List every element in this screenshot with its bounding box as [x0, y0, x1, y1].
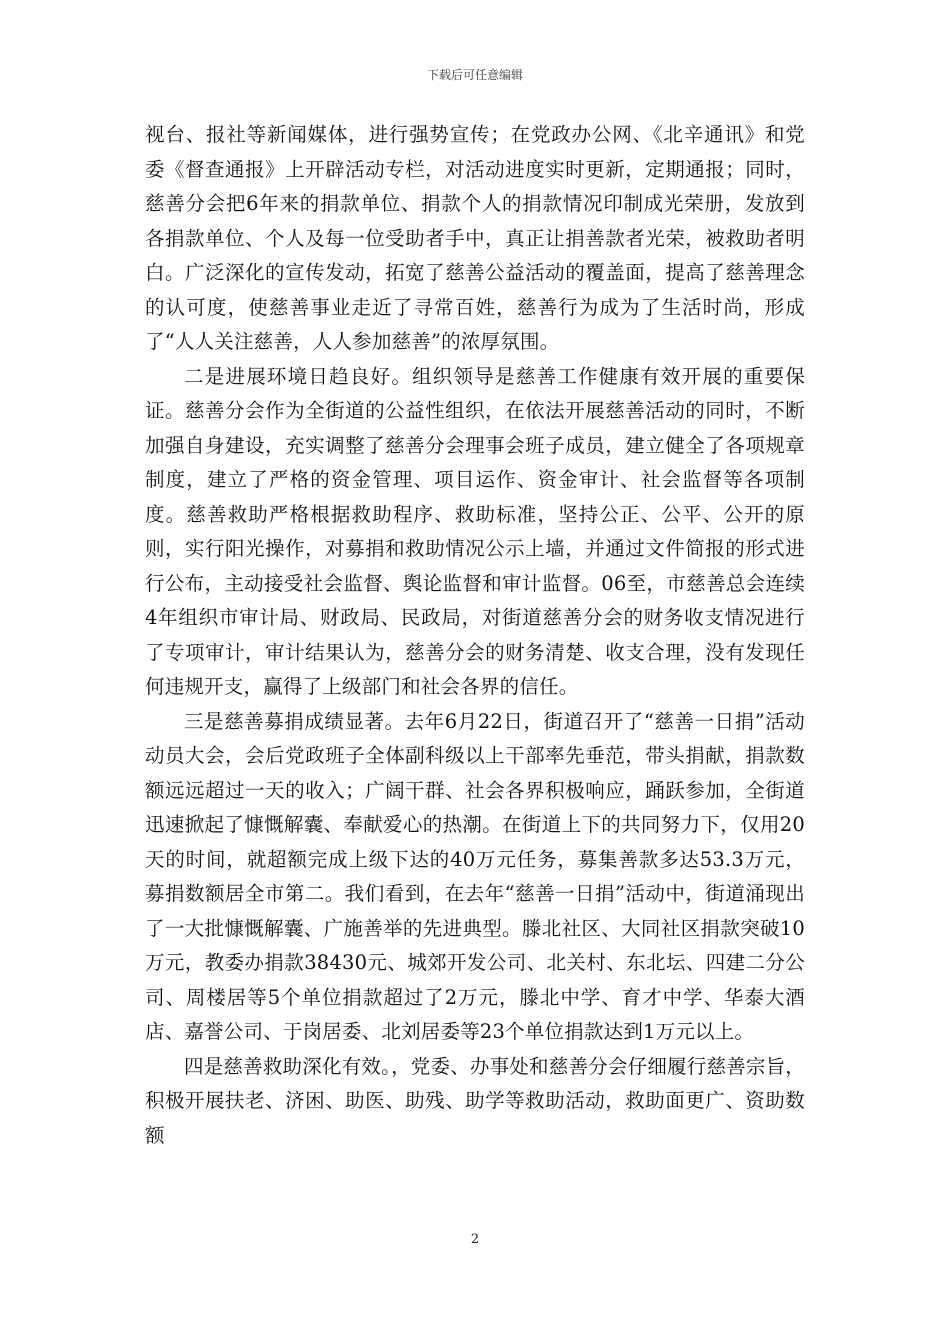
- paragraph-assistance: 四是慈善救助深化有效。，党委、办事处和慈善分会仔细履行慈善宗旨，积极开展扶老、济困、助医、助残、助学等救助活动，救助面更广、资助数额: [145, 1054, 805, 1147]
- paragraph-environment: 二是进展环境日趋良好。组织领导是慈善工作健康有效开展的重要保证。慈善分会作为全街道的公益性组织，在依法开展慈善活动的同时，不断加强自身建设，充实调整了慈善分会理事会班子成员，建立健全了各项规章制度，建立了严格的资金管理、项目运作、资金审计、社会监督等各项制度。慈善救助严格根据救助程序、救助标准，坚持公正、公平、公开的原则，实行阳光操作，对募捐和救助情况公示上墙，并通过文件简报的形式进行公布，主动接受社会监督、舆论监督和审计监督。06至，市慈善总会连续4年组织市审计局、财政局、民政局，对街道慈善分会的财务收支情况进行了专项审计，审计结果认为，慈善分会的财务清楚、收支合理，没有发现任何违规开支，赢得了上级部门和社会各界的信任。: [145, 364, 805, 698]
- document-body: [145, 118, 805, 1153]
- paragraph-continuation: 视台、报社等新闻媒体，进行强势宣传；在党政办公网、《北辛通讯》和党委《督查通报》上开辟活动专栏，对活动进度实时更新，定期通报；同时，慈善分会把6年来的捐款单位、捐款个人的捐款情况印制成光荣册，发放到各捐款单位、个人及每一位受助者手中，真正让捐善款者光荣，被救助者明白。广泛深化的宣传发动，拓宽了慈善公益活动的覆盖面，提高了慈善理念的认可度，使慈善事业走近了寻常百姓，慈善行为成为了生活时尚，形成了“人人关注慈善，人人参加慈善”的浓厚氛围。: [145, 123, 805, 353]
- page-header: 下载后可任意编辑: [426, 68, 523, 82]
- page-number: 2: [470, 1232, 480, 1247]
- paragraph-fundraising: 三是慈善募捐成绩显著。去年6月22日，街道召开了“慈善一日捐”活动动员大会，会后党政班子全体副科级以上干部率先垂范，带头捐献，捐款数额远远超过一天的收入；广阔干群、社会各界积极响应，踊跃参加，全街道迅速掀起了慷慨解囊、奉献爱心的热潮。在街道上下的共同努力下，仅用20天的时间，就超额完成上级下达的40万元任务，募集善款多达53.3万元，募捐数额居全市第二。我们看到，在去年“慈善一日捐”活动中，街道涌现出了一大批慷慨解囊、广施善举的先进典型。滕北社区、大同社区捐款突破10万元，教委办捐款38430元、城郊开发公司、北关村、东北坛、四建二分公司、周楼居等5个单位捐款超过了2万元，滕北中学、育才中学、华泰大酒店、嘉誉公司、于岗居委、北刘居委等23个单位捐款达到1万元以上。: [145, 709, 805, 1043]
